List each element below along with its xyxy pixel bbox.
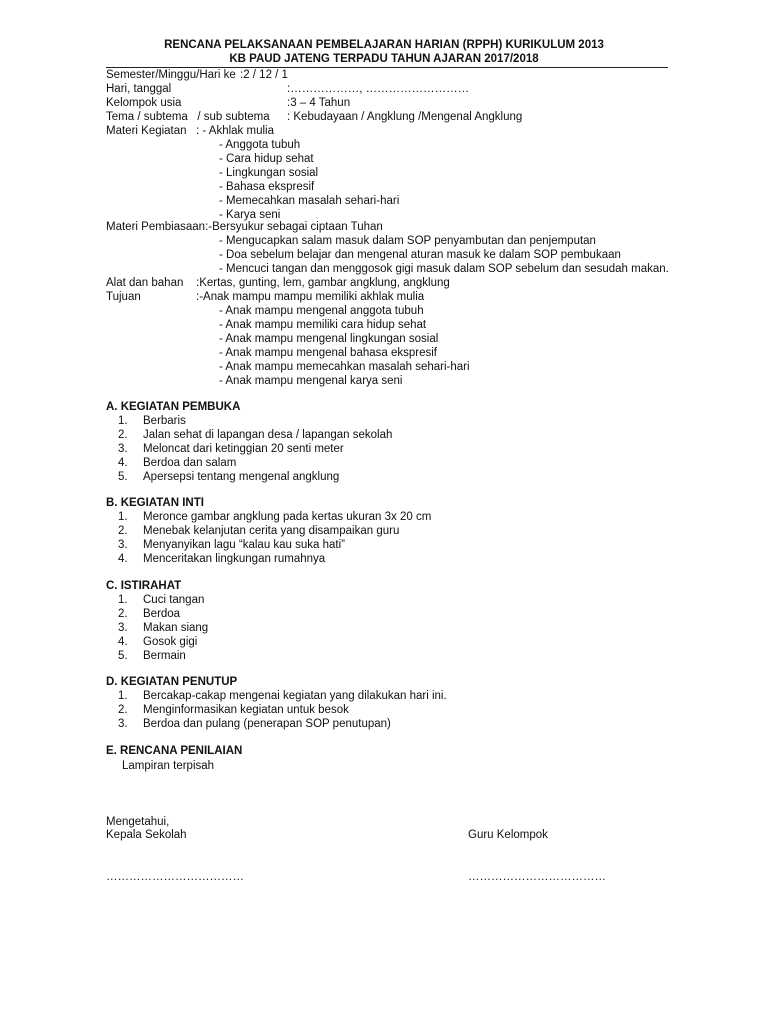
pembiasaan-item: - Mengucapkan salam masuk dalam SOP penyambutan dan penjemputan (219, 235, 596, 247)
list-number: 4. (118, 457, 128, 469)
alat-label: Alat dan bahan (106, 277, 184, 289)
list-item: Menyanyikan lagu “kalau kau suka hati” (143, 539, 346, 551)
list-number: 2. (118, 525, 128, 537)
semester-value: :2 / 12 / 1 (240, 69, 288, 81)
list-item: Gosok gigi (143, 636, 198, 648)
list-item: Meloncat dari ketinggian 20 senti meter (143, 443, 344, 455)
pembiasaan-item: - Doa sebelum belajar dan mengenal aturan masuk ke dalam SOP pembukaan (219, 249, 621, 261)
kelompok-label: Kelompok usia (106, 97, 182, 109)
materi-item: - Memecahkan masalah sehari-hari (219, 195, 400, 207)
list-item: Berdoa dan salam (143, 457, 237, 469)
tujuan-first-item: :-Anak mampu mampu memiliki akhlak mulia (196, 291, 425, 303)
list-item: Menginformasikan kegiatan untuk besok (143, 704, 349, 716)
mengetahui-label: Mengetahui, (106, 816, 170, 828)
tema-label: Tema / subtema / sub subtema (106, 111, 270, 123)
kepala-sekolah-label: Kepala Sekolah (106, 829, 187, 841)
kelompok-value: :3 – 4 Tahun (287, 97, 351, 109)
list-item: Jalan sehat di lapangan desa / lapangan sekolah (143, 429, 393, 441)
list-number: 5. (118, 471, 128, 483)
semester-label: Semester/Minggu/Hari ke (106, 69, 236, 81)
materi-item: - Cara hidup sehat (219, 153, 314, 165)
pembiasaan-item: - Mencuci tangan dan menggosok gigi masuk dalam SOP sebelum dan sesudah makan. (219, 263, 669, 275)
tujuan-item: - Anak mampu memecahkan masalah sehari-hari (219, 361, 470, 373)
tujuan-item: - Anak mampu mengenal karya seni (219, 375, 403, 387)
hari-value: :………………, ……………………… (287, 83, 470, 95)
penilaian-note: Lampiran terpisah (122, 760, 215, 772)
list-number: 3. (118, 539, 128, 551)
list-number: 1. (118, 511, 128, 523)
list-item: Menceritakan lingkungan rumahnya (143, 553, 326, 565)
list-item: Cuci tangan (143, 594, 205, 606)
tujuan-item: - Anak mampu mengenal bahasa ekspresif (219, 347, 437, 359)
list-number: 1. (118, 690, 128, 702)
list-number: 3. (118, 718, 128, 730)
list-item: Menebak kelanjutan cerita yang disampaikan guru (143, 525, 400, 537)
list-item: Bermain (143, 650, 186, 662)
list-item: Makan siang (143, 622, 209, 634)
list-item: Apersepsi tentang mengenal angklung (143, 471, 340, 483)
materi-item: - Karya seni (219, 209, 281, 221)
signature-line-right: ……………………………… (468, 871, 606, 883)
materi-item: - Bahasa ekspresif (219, 181, 315, 193)
document-title-line2: KB PAUD JATENG TERPADU TAHUN AJARAN 2017/2018 (229, 53, 539, 65)
section-heading-penilaian: E. RENCANA PENILAIAN (106, 745, 243, 757)
hari-label: Hari, tanggal (106, 83, 172, 95)
list-number: 2. (118, 608, 128, 620)
list-number: 5. (118, 650, 128, 662)
list-item: Berbaris (143, 415, 186, 427)
list-number: 4. (118, 636, 128, 648)
tema-value: : Kebudayaan / Angklung /Mengenal Angklung (287, 111, 523, 123)
tujuan-item: - Anak mampu memiliki cara hidup sehat (219, 319, 427, 331)
document-title-line1: RENCANA PELAKSANAAN PEMBELAJARAN HARIAN (RPPH) KURIKULUM 2013 (164, 39, 604, 51)
list-number: 4. (118, 553, 128, 565)
list-item: Berdoa (143, 608, 181, 620)
tujuan-label: Tujuan (106, 291, 141, 303)
list-number: 3. (118, 622, 128, 634)
list-number: 1. (118, 594, 128, 606)
materi-first-item: : - Akhlak mulia (196, 125, 274, 137)
signature-line-left: ……………………………… (106, 871, 244, 883)
list-number: 1. (118, 415, 128, 427)
materi-item: - Lingkungan sosial (219, 167, 319, 179)
guru-kelompok-label: Guru Kelompok (468, 829, 548, 841)
section-heading-penutup: D. KEGIATAN PENUTUP (106, 676, 238, 688)
list-item: Berdoa dan pulang (penerapan SOP penutupan) (143, 718, 391, 730)
list-number: 3. (118, 443, 128, 455)
list-number: 2. (118, 704, 128, 716)
materi-item: - Anggota tubuh (219, 139, 301, 151)
section-heading-istirahat: C. ISTIRAHAT (106, 580, 182, 592)
list-item: Bercakap-cakap mengenai kegiatan yang dilakukan hari ini. (143, 690, 447, 702)
materi-label: Materi Kegiatan (106, 125, 187, 137)
section-heading-pembuka: A. KEGIATAN PEMBUKA (106, 401, 241, 413)
list-number: 2. (118, 429, 128, 441)
section-heading-inti: B. KEGIATAN INTI (106, 497, 204, 509)
tujuan-item: - Anak mampu mengenal lingkungan sosial (219, 333, 439, 345)
tujuan-item: - Anak mampu mengenal anggota tubuh (219, 305, 424, 317)
alat-value: :Kertas, gunting, lem, gambar angklung, angklung (196, 277, 450, 289)
pembiasaan-label: Materi Pembiasaan:-Bersyukur sebagai ciptaan Tuhan (106, 221, 383, 233)
list-item: Meronce gambar angklung pada kertas ukuran 3x 20 cm (143, 511, 432, 523)
